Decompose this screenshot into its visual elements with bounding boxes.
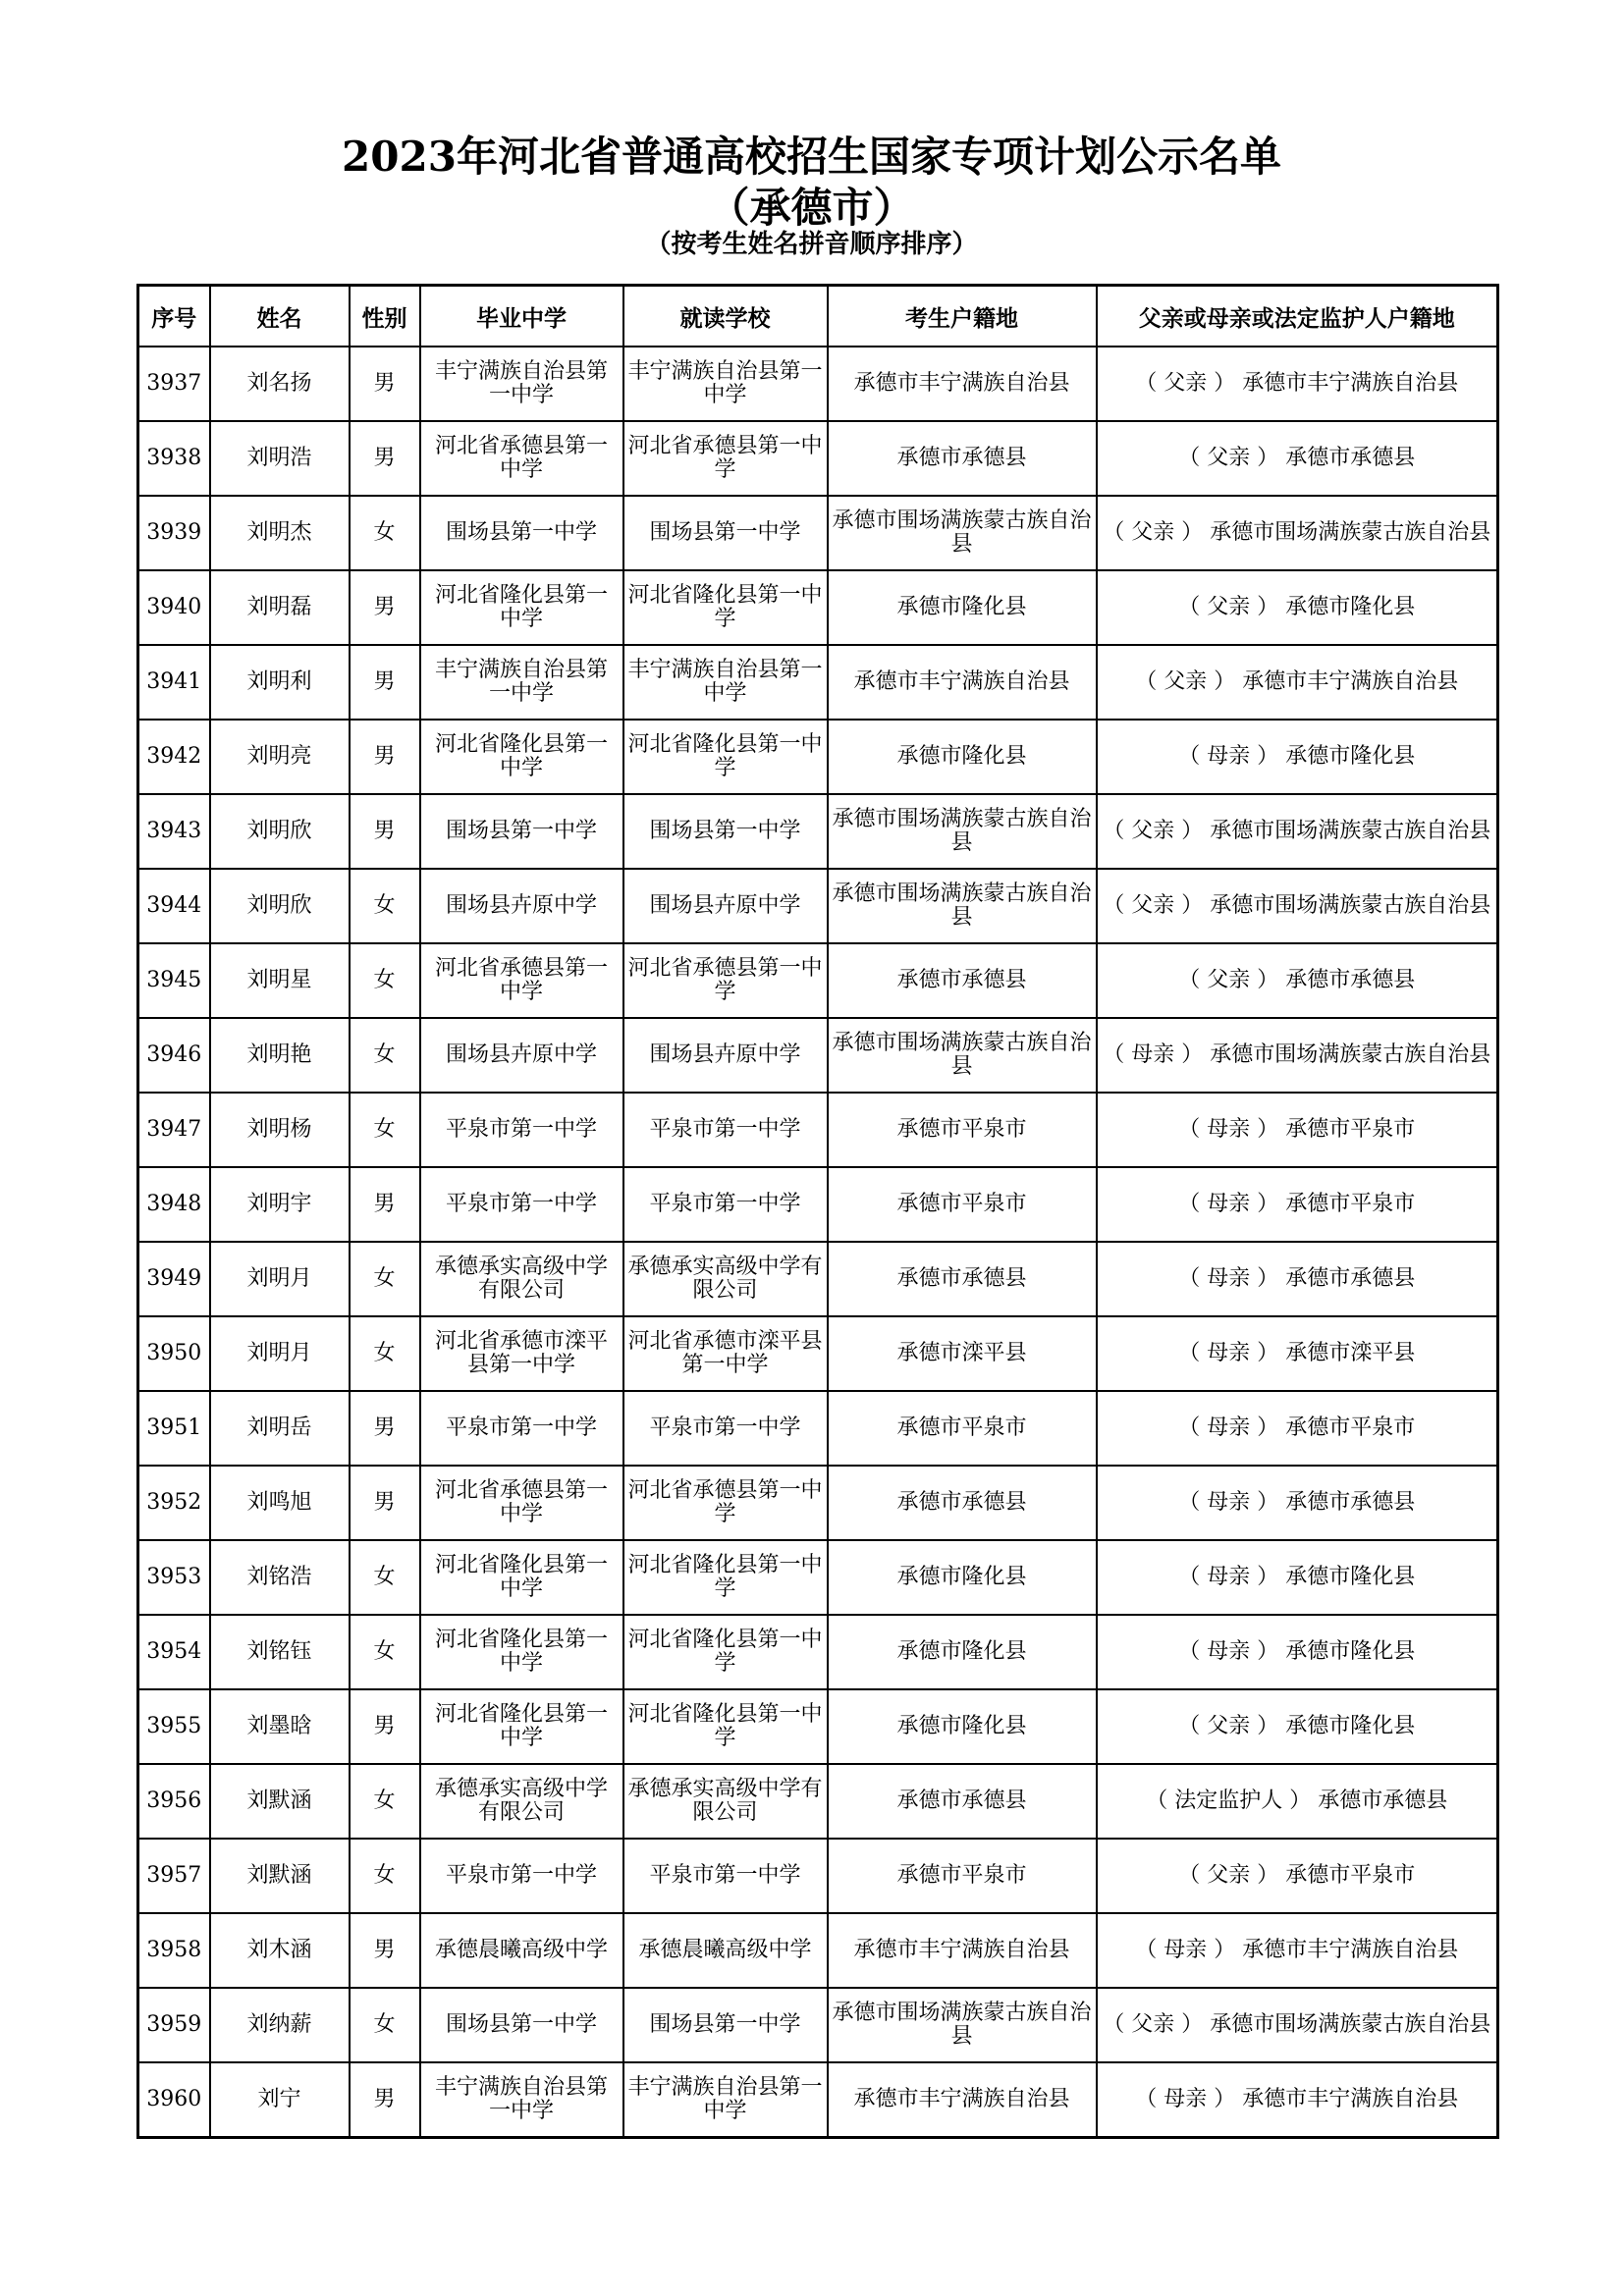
cell-gender: 女: [350, 1316, 420, 1391]
cell-current-school: 河北省承德县第一中学: [623, 421, 828, 496]
cell-guardian-registration: （ 母亲 ） 承德市丰宁满族自治县: [1097, 1913, 1498, 1988]
table-header-row: [138, 286, 1498, 347]
cell-current-school: 河北省隆化县第一中学: [623, 1689, 828, 1764]
cell-seq: 3957: [138, 1839, 210, 1913]
table-row: [138, 347, 1498, 421]
cell-household-registration: 承德市丰宁满族自治县: [828, 645, 1097, 720]
cell-seq: 3941: [138, 645, 210, 720]
cell-household-registration: 承德市围场满族蒙古族自治县: [828, 869, 1097, 943]
cell-seq: 3958: [138, 1913, 210, 1988]
cell-name: 刘明利: [210, 645, 350, 720]
cell-guardian-registration: （ 母亲 ） 承德市承德县: [1097, 1242, 1498, 1316]
cell-guardian-registration: （ 母亲 ） 承德市平泉市: [1097, 1391, 1498, 1466]
table-row: [138, 1167, 1498, 1242]
cell-gender: 男: [350, 2062, 420, 2138]
cell-household-registration: 承德市滦平县: [828, 1316, 1097, 1391]
cell-graduated-school: 丰宁满族自治县第一中学: [420, 2062, 623, 2138]
cell-name: 刘明杨: [210, 1093, 350, 1167]
cell-guardian-registration: （ 父亲 ） 承德市丰宁满族自治县: [1097, 347, 1498, 421]
cell-household-registration: 承德市围场满族蒙古族自治县: [828, 1988, 1097, 2062]
cell-graduated-school: 平泉市第一中学: [420, 1391, 623, 1466]
cell-gender: 女: [350, 1839, 420, 1913]
cell-graduated-school: 河北省承德市滦平县第一中学: [420, 1316, 623, 1391]
cell-name: 刘铭钰: [210, 1615, 350, 1689]
cell-seq: 3946: [138, 1018, 210, 1093]
cell-guardian-registration: （ 父亲 ） 承德市围场满族蒙古族自治县: [1097, 1988, 1498, 2062]
cell-household-registration: 承德市围场满族蒙古族自治县: [828, 794, 1097, 869]
cell-seq: 3945: [138, 943, 210, 1018]
cell-gender: 女: [350, 1242, 420, 1316]
table-row: [138, 1540, 1498, 1615]
cell-gender: 男: [350, 347, 420, 421]
cell-current-school: 河北省承德县第一中学: [623, 1466, 828, 1540]
cell-guardian-registration: （ 母亲 ） 承德市丰宁满族自治县: [1097, 2062, 1498, 2138]
cell-guardian-registration: （ 母亲 ） 承德市隆化县: [1097, 1615, 1498, 1689]
cell-name: 刘鸣旭: [210, 1466, 350, 1540]
cell-household-registration: 承德市承德县: [828, 421, 1097, 496]
table-row: [138, 1689, 1498, 1764]
cell-graduated-school: 围场县第一中学: [420, 496, 623, 570]
cell-seq: 3943: [138, 794, 210, 869]
cell-name: 刘墨晗: [210, 1689, 350, 1764]
table-row: [138, 794, 1498, 869]
cell-current-school: 河北省隆化县第一中学: [623, 1615, 828, 1689]
cell-current-school: 平泉市第一中学: [623, 1839, 828, 1913]
table-row: [138, 496, 1498, 570]
cell-guardian-registration: （ 父亲 ） 承德市隆化县: [1097, 570, 1498, 645]
cell-household-registration: 承德市隆化县: [828, 1615, 1097, 1689]
column-header-household-registration: 考生户籍地: [828, 286, 1097, 347]
cell-household-registration: 承德市平泉市: [828, 1167, 1097, 1242]
cell-gender: 女: [350, 496, 420, 570]
table-row: [138, 1615, 1498, 1689]
cell-gender: 男: [350, 1391, 420, 1466]
cell-name: 刘默涵: [210, 1839, 350, 1913]
cell-name: 刘宁: [210, 2062, 350, 2138]
cell-name: 刘默涵: [210, 1764, 350, 1839]
table-row: [138, 1093, 1498, 1167]
cell-graduated-school: 承德承实高级中学有限公司: [420, 1242, 623, 1316]
cell-household-registration: 承德市承德县: [828, 1764, 1097, 1839]
cell-name: 刘明磊: [210, 570, 350, 645]
cell-current-school: 河北省承德市滦平县第一中学: [623, 1316, 828, 1391]
cell-name: 刘明月: [210, 1242, 350, 1316]
cell-household-registration: 承德市平泉市: [828, 1391, 1097, 1466]
cell-graduated-school: 围场县卉原中学: [420, 1018, 623, 1093]
cell-guardian-registration: （ 父亲 ） 承德市围场满族蒙古族自治县: [1097, 869, 1498, 943]
cell-gender: 女: [350, 1988, 420, 2062]
cell-graduated-school: 围场县第一中学: [420, 1988, 623, 2062]
cell-household-registration: 承德市丰宁满族自治县: [828, 347, 1097, 421]
cell-seq: 3952: [138, 1466, 210, 1540]
column-header-name: 姓名: [210, 286, 350, 347]
cell-graduated-school: 河北省承德县第一中学: [420, 1466, 623, 1540]
cell-household-registration: 承德市隆化县: [828, 1689, 1097, 1764]
cell-name: 刘明岳: [210, 1391, 350, 1466]
cell-current-school: 河北省隆化县第一中学: [623, 570, 828, 645]
cell-guardian-registration: （ 母亲 ） 承德市隆化县: [1097, 720, 1498, 794]
cell-household-registration: 承德市丰宁满族自治县: [828, 2062, 1097, 2138]
cell-current-school: 丰宁满族自治县第一中学: [623, 645, 828, 720]
cell-guardian-registration: （ 父亲 ） 承德市承德县: [1097, 421, 1498, 496]
cell-gender: 女: [350, 1018, 420, 1093]
cell-gender: 男: [350, 1689, 420, 1764]
cell-seq: 3939: [138, 496, 210, 570]
cell-guardian-registration: （ 母亲 ） 承德市隆化县: [1097, 1540, 1498, 1615]
cell-household-registration: 承德市平泉市: [828, 1093, 1097, 1167]
cell-name: 刘明艳: [210, 1018, 350, 1093]
cell-graduated-school: 丰宁满族自治县第一中学: [420, 347, 623, 421]
cell-household-registration: 承德市丰宁满族自治县: [828, 1913, 1097, 1988]
cell-graduated-school: 河北省隆化县第一中学: [420, 1615, 623, 1689]
cell-household-registration: 承德市承德县: [828, 943, 1097, 1018]
cell-household-registration: 承德市隆化县: [828, 720, 1097, 794]
cell-name: 刘明欣: [210, 869, 350, 943]
cell-household-registration: 承德市隆化县: [828, 570, 1097, 645]
cell-gender: 男: [350, 645, 420, 720]
cell-seq: 3959: [138, 1988, 210, 2062]
cell-seq: 3948: [138, 1167, 210, 1242]
cell-current-school: 平泉市第一中学: [623, 1093, 828, 1167]
cell-gender: 男: [350, 421, 420, 496]
table-row: [138, 1018, 1498, 1093]
cell-gender: 男: [350, 1913, 420, 1988]
cell-current-school: 围场县第一中学: [623, 496, 828, 570]
cell-current-school: 承德承实高级中学有限公司: [623, 1242, 828, 1316]
cell-graduated-school: 围场县第一中学: [420, 794, 623, 869]
cell-current-school: 平泉市第一中学: [623, 1391, 828, 1466]
cell-current-school: 承德晨曦高级中学: [623, 1913, 828, 1988]
cell-name: 刘明浩: [210, 421, 350, 496]
cell-name: 刘名扬: [210, 347, 350, 421]
table-row: [138, 1839, 1498, 1913]
table-row: [138, 645, 1498, 720]
cell-guardian-registration: （ 父亲 ） 承德市围场满族蒙古族自治县: [1097, 794, 1498, 869]
column-header-graduated-school: 毕业中学: [420, 286, 623, 347]
cell-household-registration: 承德市隆化县: [828, 1540, 1097, 1615]
cell-household-registration: 承德市围场满族蒙古族自治县: [828, 496, 1097, 570]
column-header-current-school: 就读学校: [623, 286, 828, 347]
cell-current-school: 丰宁满族自治县第一中学: [623, 347, 828, 421]
cell-current-school: 围场县卉原中学: [623, 1018, 828, 1093]
cell-name: 刘明杰: [210, 496, 350, 570]
cell-seq: 3947: [138, 1093, 210, 1167]
table-row: [138, 1242, 1498, 1316]
cell-guardian-registration: （ 母亲 ） 承德市平泉市: [1097, 1167, 1498, 1242]
cell-graduated-school: 河北省隆化县第一中学: [420, 1540, 623, 1615]
cell-seq: 3951: [138, 1391, 210, 1466]
sort-note: （按考生姓名拼音顺序排序）: [645, 230, 978, 259]
table-row: [138, 1764, 1498, 1839]
table-row: [138, 1913, 1498, 1988]
cell-guardian-registration: （ 母亲 ） 承德市围场满族蒙古族自治县: [1097, 1018, 1498, 1093]
cell-name: 刘明宇: [210, 1167, 350, 1242]
cell-graduated-school: 河北省承德县第一中学: [420, 421, 623, 496]
cell-graduated-school: 河北省隆化县第一中学: [420, 570, 623, 645]
cell-current-school: 承德承实高级中学有限公司: [623, 1764, 828, 1839]
page-title: 2023年河北省普通高校招生国家专项计划公示名单: [342, 133, 1281, 181]
cell-graduated-school: 承德承实高级中学有限公司: [420, 1764, 623, 1839]
cell-gender: 女: [350, 1764, 420, 1839]
table-row: [138, 943, 1498, 1018]
cell-household-registration: 承德市围场满族蒙古族自治县: [828, 1018, 1097, 1093]
cell-current-school: 丰宁满族自治县第一中学: [623, 2062, 828, 2138]
cell-seq: 3938: [138, 421, 210, 496]
roster-table: [136, 284, 1499, 2139]
table-row: [138, 720, 1498, 794]
table-row: [138, 1988, 1498, 2062]
roster-body: [138, 347, 1498, 2138]
cell-household-registration: 承德市承德县: [828, 1466, 1097, 1540]
cell-seq: 3940: [138, 570, 210, 645]
cell-graduated-school: 河北省承德县第一中学: [420, 943, 623, 1018]
cell-guardian-registration: （ 父亲 ） 承德市平泉市: [1097, 1839, 1498, 1913]
cell-seq: 3950: [138, 1316, 210, 1391]
cell-gender: 男: [350, 1466, 420, 1540]
table-row: [138, 869, 1498, 943]
table-row: [138, 1316, 1498, 1391]
cell-seq: 3949: [138, 1242, 210, 1316]
cell-current-school: 河北省隆化县第一中学: [623, 1540, 828, 1615]
cell-current-school: 河北省隆化县第一中学: [623, 720, 828, 794]
column-header-guardian-registration: 父亲或母亲或法定监护人户籍地: [1097, 286, 1498, 347]
cell-name: 刘明欣: [210, 794, 350, 869]
column-header-gender: 性别: [350, 286, 420, 347]
cell-gender: 男: [350, 794, 420, 869]
cell-name: 刘木涵: [210, 1913, 350, 1988]
cell-name: 刘铭浩: [210, 1540, 350, 1615]
cell-name: 刘明星: [210, 943, 350, 1018]
cell-seq: 3937: [138, 347, 210, 421]
cell-current-school: 围场县卉原中学: [623, 869, 828, 943]
cell-seq: 3944: [138, 869, 210, 943]
cell-current-school: 河北省承德县第一中学: [623, 943, 828, 1018]
cell-gender: 男: [350, 1167, 420, 1242]
table-row: [138, 1391, 1498, 1466]
cell-gender: 男: [350, 570, 420, 645]
cell-graduated-school: 河北省隆化县第一中学: [420, 1689, 623, 1764]
cell-current-school: 围场县第一中学: [623, 794, 828, 869]
cell-household-registration: 承德市承德县: [828, 1242, 1097, 1316]
cell-name: 刘明亮: [210, 720, 350, 794]
cell-guardian-registration: （ 母亲 ） 承德市滦平县: [1097, 1316, 1498, 1391]
cell-guardian-registration: （ 父亲 ） 承德市隆化县: [1097, 1689, 1498, 1764]
cell-current-school: 平泉市第一中学: [623, 1167, 828, 1242]
cell-gender: 女: [350, 1093, 420, 1167]
cell-graduated-school: 平泉市第一中学: [420, 1167, 623, 1242]
column-header-seq: 序号: [138, 286, 210, 347]
cell-gender: 女: [350, 869, 420, 943]
cell-graduated-school: 河北省隆化县第一中学: [420, 720, 623, 794]
cell-seq: 3955: [138, 1689, 210, 1764]
cell-guardian-registration: （ 父亲 ） 承德市承德县: [1097, 943, 1498, 1018]
cell-name: 刘纳薪: [210, 1988, 350, 2062]
cell-household-registration: 承德市平泉市: [828, 1839, 1097, 1913]
cell-gender: 女: [350, 1540, 420, 1615]
cell-graduated-school: 平泉市第一中学: [420, 1093, 623, 1167]
cell-seq: 3942: [138, 720, 210, 794]
cell-seq: 3956: [138, 1764, 210, 1839]
table-row: [138, 1466, 1498, 1540]
cell-seq: 3953: [138, 1540, 210, 1615]
cell-guardian-registration: （ 法定监护人 ） 承德市承德县: [1097, 1764, 1498, 1839]
cell-seq: 3954: [138, 1615, 210, 1689]
table-row: [138, 2062, 1498, 2138]
page-subtitle: （承德市）: [708, 184, 915, 232]
cell-graduated-school: 承德晨曦高级中学: [420, 1913, 623, 1988]
cell-gender: 女: [350, 943, 420, 1018]
cell-graduated-school: 丰宁满族自治县第一中学: [420, 645, 623, 720]
cell-guardian-registration: （ 母亲 ） 承德市平泉市: [1097, 1093, 1498, 1167]
cell-current-school: 围场县第一中学: [623, 1988, 828, 2062]
cell-gender: 男: [350, 720, 420, 794]
cell-graduated-school: 平泉市第一中学: [420, 1839, 623, 1913]
cell-guardian-registration: （ 父亲 ） 承德市丰宁满族自治县: [1097, 645, 1498, 720]
table-row: [138, 421, 1498, 496]
cell-guardian-registration: （ 父亲 ） 承德市围场满族蒙古族自治县: [1097, 496, 1498, 570]
cell-name: 刘明月: [210, 1316, 350, 1391]
cell-gender: 女: [350, 1615, 420, 1689]
cell-seq: 3960: [138, 2062, 210, 2138]
table-row: [138, 570, 1498, 645]
cell-graduated-school: 围场县卉原中学: [420, 869, 623, 943]
cell-guardian-registration: （ 母亲 ） 承德市承德县: [1097, 1466, 1498, 1540]
